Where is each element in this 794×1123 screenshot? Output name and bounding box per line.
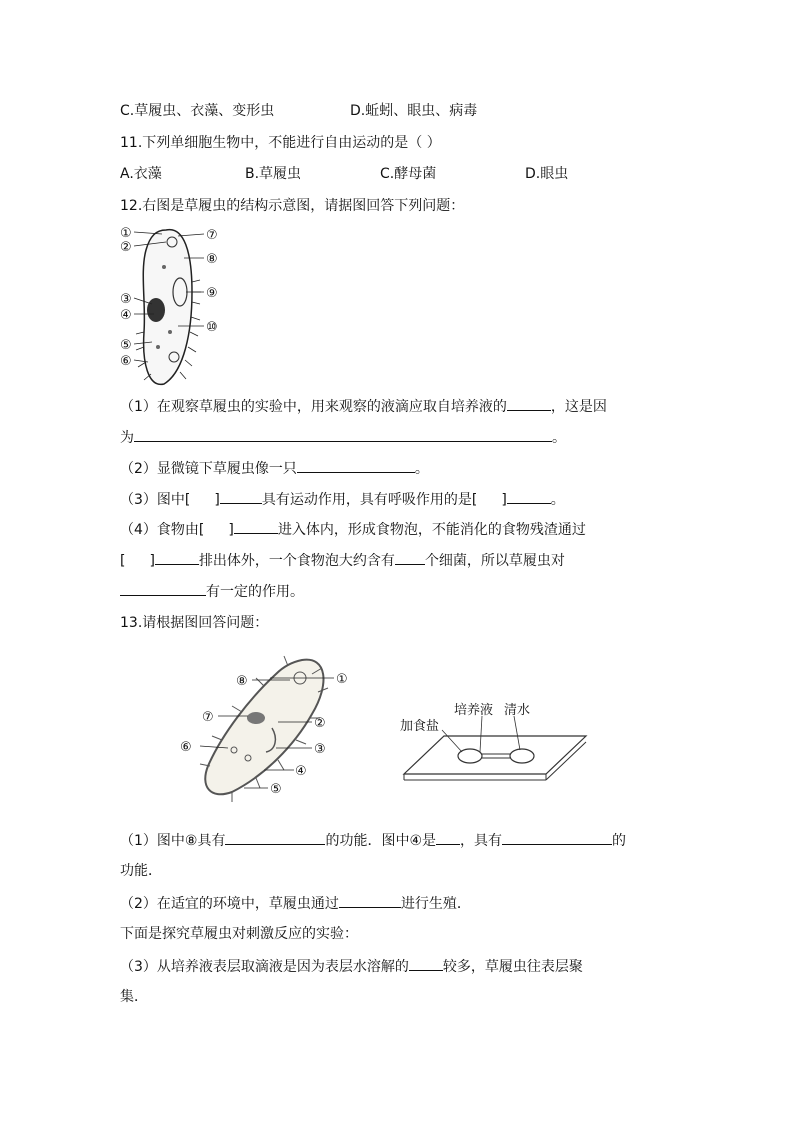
- fig2-label-5: ⑤: [270, 782, 282, 797]
- q12-p4-blank-3[interactable]: [395, 550, 425, 565]
- fig1-label-6: ⑥: [120, 354, 132, 369]
- q12-part4-line3: [120, 581, 304, 602]
- q12-p4-blank-1[interactable]: [234, 519, 278, 534]
- q12-part1-line2: [120, 427, 566, 448]
- fig2-label-8: ⑧: [236, 674, 248, 689]
- fig1-label-2: ②: [120, 240, 132, 255]
- q13-p2-text-a: （2）在适宜的环境中，草履虫通过: [120, 896, 339, 912]
- fig2-label-4: ④: [295, 764, 307, 779]
- q12-p1-blank-1[interactable]: [507, 396, 551, 411]
- q12-p3-text-d: ]: [501, 492, 507, 508]
- liquid-bridge: [482, 754, 510, 758]
- fig2-label-3: ③: [314, 742, 326, 757]
- q12-p4-text-a: （4）食物由[: [120, 522, 205, 538]
- q12-p1-text-a: （1）在观察草履虫的实验中，用来观察的液滴应取自培养液的: [120, 399, 507, 415]
- q12-p4-blank-2[interactable]: [155, 550, 199, 565]
- q12-p1-blank-2[interactable]: [134, 427, 552, 442]
- q13-p1-blank-3[interactable]: [502, 830, 612, 845]
- q12-p4-text-c: 进入体内，形成食物泡，不能消化的食物残渣通过: [277, 522, 586, 538]
- fig3-label-water: 清水: [504, 703, 531, 718]
- q12-part2: [120, 458, 429, 479]
- fig1-label-4: ④: [120, 308, 132, 323]
- q13-intro: 下面是探究草履虫对刺激反应的实验：: [120, 926, 358, 942]
- q12-p3-text-c: 具有运动作用，具有呼吸作用的是[: [261, 492, 478, 508]
- q12-p2-text-b: 。: [414, 461, 429, 477]
- fig2-label-7: ⑦: [202, 710, 214, 725]
- q13-p1-text-b: 的功能．图中④是: [325, 833, 437, 849]
- q13-p1-blank-2[interactable]: [436, 830, 460, 845]
- fig1-label-8: ⑧: [206, 252, 218, 267]
- q12-p3-text-b: ]: [214, 492, 220, 508]
- q13-p2-blank[interactable]: [339, 893, 401, 908]
- salt-experiment-diagram: [396, 700, 592, 790]
- fig1-label-1: ①: [120, 226, 132, 241]
- q13-p3-text-b: 较多，草履虫往表层聚: [442, 959, 583, 975]
- q13-p1-text-c: ，具有: [460, 833, 503, 849]
- q11-stem: 11.下列单细胞生物中，不能进行自由运动的是（ ）: [120, 135, 441, 151]
- paramecium-body: [136, 230, 201, 385]
- q13-part3-line1: [120, 956, 583, 977]
- fig1-label-10: ⑩: [206, 320, 218, 335]
- q12-p4-text-b: ]: [228, 522, 234, 538]
- fig2-label-1: ①: [336, 672, 348, 687]
- fig3-label-salt: 加食盐: [400, 719, 440, 734]
- q13-part1-line2: 功能．: [120, 863, 162, 879]
- q12-part3: [120, 489, 565, 510]
- q11-option-d: D.眼虫: [525, 166, 569, 182]
- q13-p1-blank-1[interactable]: [225, 830, 325, 845]
- q12-part4-line1: [120, 519, 586, 540]
- q12-p3-text-e: 。: [550, 492, 565, 508]
- q12-p4-blank-4[interactable]: [120, 581, 206, 596]
- paramecium-diagram-2: [172, 654, 358, 804]
- q13-p3-text-a: （3）从培养液表层取滴液是因为表层水溶解的: [120, 959, 409, 975]
- paramecium-diagram-1: [118, 222, 228, 388]
- q13-part2: [120, 893, 471, 914]
- q11-option-a: A.衣藻: [120, 166, 162, 182]
- q12-part4-line2: [120, 550, 565, 571]
- q12-part1-line1: [120, 396, 607, 417]
- q12-p1-text-b: ，这是因: [550, 399, 607, 415]
- q12-p4-text-f: 排出体外，一个食物泡大约含有: [198, 553, 395, 569]
- q12-p4-text-h: 有一定的作用。: [206, 584, 304, 600]
- q12-p3-text-a: （3）图中[: [120, 492, 191, 508]
- fig1-label-7: ⑦: [206, 228, 218, 243]
- q10-option-d: D.蚯蚓、眼虫、病毒: [350, 103, 478, 119]
- q12-p1-text-c: 为: [120, 430, 134, 446]
- q12-p2-blank[interactable]: [297, 458, 415, 473]
- fig2-label-2: ②: [314, 716, 326, 731]
- q13-p1-text-d: 的: [612, 833, 627, 849]
- fig2-label-6: ⑥: [180, 740, 192, 755]
- q12-p3-blank-2[interactable]: [507, 489, 551, 504]
- q11-option-c: C.酵母菌: [380, 166, 437, 182]
- q13-p3-blank[interactable]: [409, 956, 443, 971]
- fig1-label-5: ⑤: [120, 338, 132, 353]
- fig1-label-9: ⑨: [206, 286, 218, 301]
- water-drop: [510, 749, 534, 763]
- q12-p4-text-e: ]: [149, 553, 155, 569]
- q12-p3-blank-1[interactable]: [220, 489, 262, 504]
- q13-p2-text-b: 进行生殖．: [400, 896, 471, 912]
- q13-p1-text-a: （1）图中⑧具有: [120, 833, 226, 849]
- q12-p4-text-d: [: [120, 553, 126, 569]
- fig1-label-3: ③: [120, 292, 132, 307]
- q13-stem: 13.请根据图回答问题：: [120, 615, 269, 631]
- q13-part3-line2: 集．: [120, 989, 148, 1005]
- q13-part1-line1: [120, 830, 626, 851]
- q12-p2-text-a: （2）显微镜下草履虫像一只: [120, 461, 297, 477]
- q12-stem: 12.右图是草履虫的结构示意图，请据图回答下列问题：: [120, 198, 465, 214]
- q10-option-c: C.草履虫、衣藻、变形虫: [120, 103, 275, 119]
- fig3-label-culture: 培养液: [454, 703, 494, 718]
- q11-option-b: B.草履虫: [245, 166, 302, 182]
- q12-p1-text-d: 。: [552, 430, 566, 446]
- q12-p4-text-g: 个细菌，所以草履虫对: [424, 553, 565, 569]
